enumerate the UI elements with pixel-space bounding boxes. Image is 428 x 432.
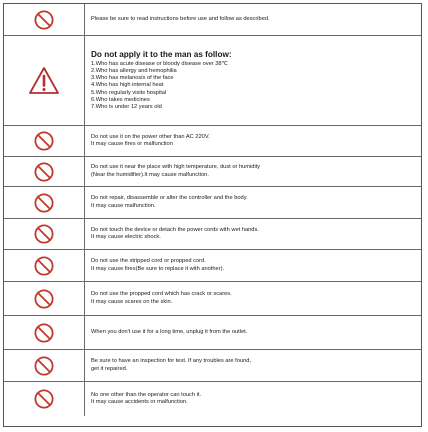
text-line: It may cause scares on the skin. [91,298,173,305]
safety-instructions-table [3,3,422,427]
prohibition-icon [33,130,55,152]
icon-cell [4,187,85,218]
text-line: When you don't use it for a long time, unplug it from the outlet. [91,328,248,335]
icon-cell [4,350,85,381]
prohibition-icon [33,322,55,344]
table-row [4,4,421,36]
prohibition-icon [33,355,55,377]
table-row [4,250,421,282]
row-text [85,282,421,315]
table-row [4,316,421,350]
text-line: 4.Who has high internal heat [91,82,164,89]
row-text [85,187,421,218]
table-row [4,36,421,126]
row-text [85,219,421,249]
prohibition-icon [33,388,55,410]
text-line: Please be sure to read instructions before use and follow as described. [91,15,270,22]
text-line: It may cause accidents or malfunction. [91,399,188,405]
prohibition-icon [33,9,55,31]
text-line: It may cause fires or malfunction [91,141,173,147]
row-text [85,316,421,349]
text-line: 3.Who has melanosis of the face [91,75,174,82]
row-text [85,157,421,186]
text-line: 1.Who has acute disease or bloody disease over 38℃ [91,60,228,67]
text-line: 6.Who takes medicines [91,96,150,103]
section-heading: Do not apply it to the man as follow: [91,49,232,59]
icon-cell [4,250,85,281]
prohibition-icon [33,192,55,214]
row-text [85,250,421,281]
text-line: It may cause fires(Be sure to replace it with another). [91,265,225,272]
text-line: Do not use the stripped cord or propped cord. [91,258,206,265]
row-text [85,382,421,416]
text-line: 5.Who regularly visits hospital [91,89,167,96]
text-line: Do not use it on the power other than AC 220V. [91,133,210,140]
text-line: Do not use it near the place with high temperature, dust or humidity [91,164,261,171]
row-text [85,126,421,156]
table-row [4,157,421,187]
text-line: get it repaired. [91,365,128,372]
text-line: 7.Who is under 12 years old [91,104,162,110]
text-line: It may cause malfunction. [91,202,156,209]
prohibition-icon [33,288,55,310]
table-row [4,126,421,157]
icon-cell [4,382,85,416]
icon-cell [4,219,85,249]
text-line: Do not use the propped cord which has crack or scares. [91,291,232,298]
text-line: (Near the humidifier).It may cause malfunction. [91,171,209,178]
row-text [85,36,421,125]
icon-cell [4,282,85,315]
icon-cell [4,36,85,125]
icon-cell [4,157,85,186]
table-row [4,350,421,382]
table-row [4,382,421,416]
text-line: Be sure to have an inspection for test. If any troubles are found, [91,358,251,365]
warning-icon [27,65,61,97]
text-line: 2.Who has allergy and hemophilia [91,67,177,74]
table-row [4,219,421,250]
icon-cell [4,316,85,349]
prohibition-icon [33,161,55,183]
icon-cell [4,126,85,156]
row-text [85,4,421,35]
prohibition-icon [33,255,55,277]
table-row [4,187,421,219]
prohibition-icon [33,223,55,245]
text-line: Do not touch the device or detach the power cords with wet hands. [91,226,259,233]
icon-cell [4,4,85,35]
row-text [85,350,421,381]
table-row [4,282,421,316]
text-line: No one other than the operator can touch it. [91,391,202,398]
text-line: It may cause electric shock. [91,234,161,240]
text-line: Do not repair, disassemble or alter the controller and the body. [91,195,248,202]
